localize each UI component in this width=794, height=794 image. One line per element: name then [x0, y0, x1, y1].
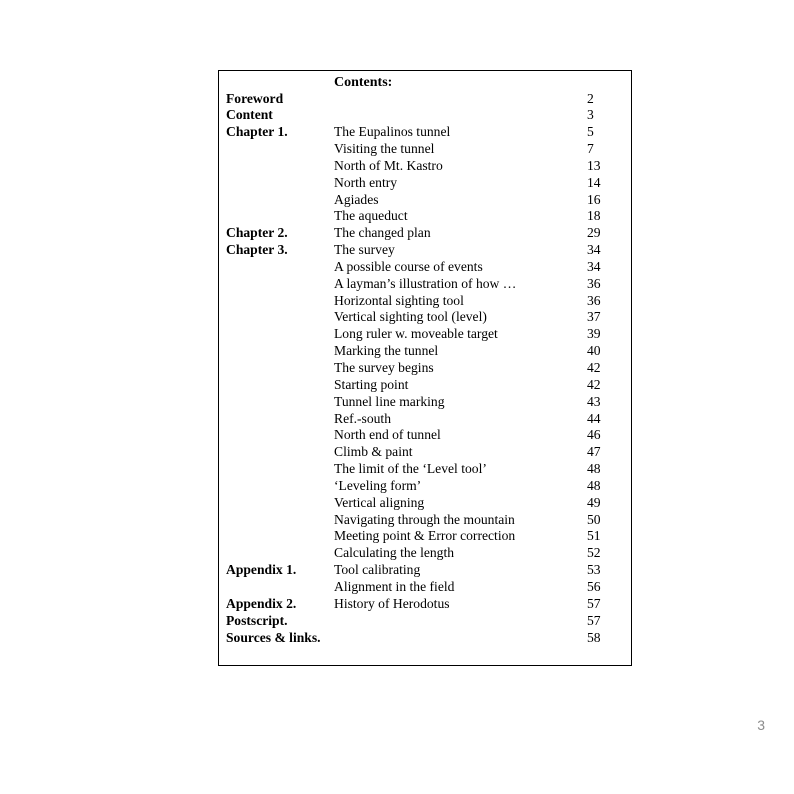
toc-page-number: 50: [587, 511, 601, 527]
toc-row: [226, 630, 631, 647]
toc-entry-title: North end of tunnel: [334, 427, 441, 443]
toc-section-label: Chapter 3.: [226, 242, 288, 258]
toc-row: [226, 495, 631, 512]
toc-entry-title: Horizontal sighting tool: [334, 292, 464, 308]
toc-row: [226, 596, 631, 613]
toc-entry-title: Alignment in the field: [334, 578, 455, 594]
toc-row: [226, 124, 631, 141]
toc-section-label: Appendix 2.: [226, 595, 297, 611]
toc-row: [226, 259, 631, 276]
toc-entry-title: History of Herodotus: [334, 595, 450, 611]
toc-row: [226, 225, 631, 242]
toc-page-number: 34: [587, 258, 601, 274]
toc-page-number: 46: [587, 427, 601, 443]
toc-page-number: 39: [587, 326, 601, 342]
toc-entry-title: North of Mt. Kastro: [334, 157, 443, 173]
toc-row: [226, 158, 631, 175]
toc-row: [226, 394, 631, 411]
toc-page-number: 36: [587, 292, 601, 308]
toc-entry-title: Calculating the length: [334, 545, 455, 561]
toc-page-number: 37: [587, 309, 601, 325]
toc-page-number: 48: [587, 461, 601, 477]
toc-entry-title: The survey: [334, 242, 395, 258]
toc-row: [226, 208, 631, 225]
toc-page-number: 5: [587, 124, 594, 140]
toc-rows: [226, 91, 631, 647]
toc-page-number: 16: [587, 191, 601, 207]
toc-row: [226, 107, 631, 124]
toc-row: [226, 242, 631, 259]
toc-row: [226, 309, 631, 326]
toc-row: [226, 293, 631, 310]
toc-page-number: 57: [587, 612, 601, 628]
toc-entry-title: Vertical aligning: [334, 494, 425, 510]
table-of-contents: [218, 70, 632, 666]
toc-page-number: 40: [587, 343, 601, 359]
toc-row: [226, 326, 631, 343]
toc-section-label: Chapter 1.: [226, 124, 288, 140]
toc-row: [226, 613, 631, 630]
toc-section-label: Appendix 1.: [226, 562, 297, 578]
toc-entry-title: ‘Leveling form’: [334, 477, 422, 493]
toc-entry-title: Vertical sighting tool (level): [334, 309, 487, 325]
toc-entry-title: Long ruler w. moveable target: [334, 326, 498, 342]
toc-page-number: 51: [587, 528, 601, 544]
toc-page-number: 36: [587, 275, 601, 291]
toc-entry-title: A layman’s illustration of how …: [334, 275, 517, 291]
toc-row: [226, 528, 631, 545]
toc-page-number: 48: [587, 477, 601, 493]
toc-section-label: Postscript.: [226, 612, 288, 628]
toc-page-number: 53: [587, 562, 601, 578]
toc-page-number: 29: [587, 225, 601, 241]
toc-entry-title: A possible course of events: [334, 258, 483, 274]
toc-page-number: 49: [587, 494, 601, 510]
toc-entry-title: The Eupalinos tunnel: [334, 124, 451, 140]
toc-row: [226, 343, 631, 360]
toc-page-number: 13: [587, 157, 601, 173]
toc-entry-title: Climb & paint: [334, 444, 413, 460]
toc-entry-title: Meeting point & Error correction: [334, 528, 516, 544]
toc-section-label: Foreword: [226, 90, 284, 106]
toc-row: [226, 562, 631, 579]
toc-page-number: 42: [587, 360, 601, 375]
toc-entry-title: The changed plan: [334, 225, 431, 241]
toc-section-label: Chapter 2.: [226, 225, 288, 241]
toc-page-number: 34: [587, 242, 601, 258]
toc-row: [226, 377, 631, 394]
toc-section-label: Sources & links.: [226, 629, 321, 645]
toc-row: [226, 478, 631, 495]
toc-row: [226, 461, 631, 478]
toc-row: [226, 91, 631, 108]
slide-number: 3: [757, 717, 765, 733]
toc-page-number: 52: [587, 545, 601, 561]
toc-entry-title: Visiting the tunnel: [334, 141, 435, 157]
toc-page-number: 42: [587, 376, 601, 392]
toc-entry-title: The limit of the ‘Level tool’: [334, 461, 487, 477]
toc-page-number: 58: [587, 629, 601, 645]
toc-row: [226, 444, 631, 461]
toc-section-label: Content: [226, 107, 273, 123]
toc-entry-title: Tool calibrating: [334, 562, 421, 578]
toc-row: [226, 141, 631, 158]
toc-entry-title: Marking the tunnel: [334, 343, 439, 359]
toc-page-number: 14: [587, 174, 601, 190]
toc-entry-title: North entry: [334, 174, 398, 190]
toc-page-number: 43: [587, 393, 601, 409]
toc-page-number: 44: [587, 410, 601, 426]
toc-page-number: 47: [587, 444, 601, 460]
toc-row: [226, 512, 631, 529]
toc-page-number: 7: [587, 141, 594, 157]
toc-row: [226, 192, 631, 209]
toc-row: [226, 579, 631, 596]
toc-entry-title: Starting point: [334, 376, 409, 392]
toc-entry-title: Ref.-south: [334, 410, 392, 426]
toc-page-number: 18: [587, 208, 601, 224]
toc-page-number: 57: [587, 595, 601, 611]
toc-row: [226, 276, 631, 293]
toc-row: [226, 411, 631, 428]
toc-page-number: 56: [587, 578, 601, 594]
toc-title: Contents:: [334, 75, 393, 90]
toc-entry-title: The survey begins: [334, 360, 434, 375]
toc-entry-title: Agiades: [334, 191, 379, 207]
toc-entry-title: The aqueduct: [334, 208, 408, 224]
toc-row: [226, 175, 631, 192]
toc-entry-title: Tunnel line marking: [334, 393, 445, 409]
toc-row: [226, 545, 631, 562]
toc-row: [226, 360, 631, 377]
toc-entry-title: Navigating through the mountain: [334, 511, 515, 527]
toc-page-number: 2: [587, 90, 594, 106]
toc-row: [226, 427, 631, 444]
toc-page-number: 3: [587, 107, 594, 123]
